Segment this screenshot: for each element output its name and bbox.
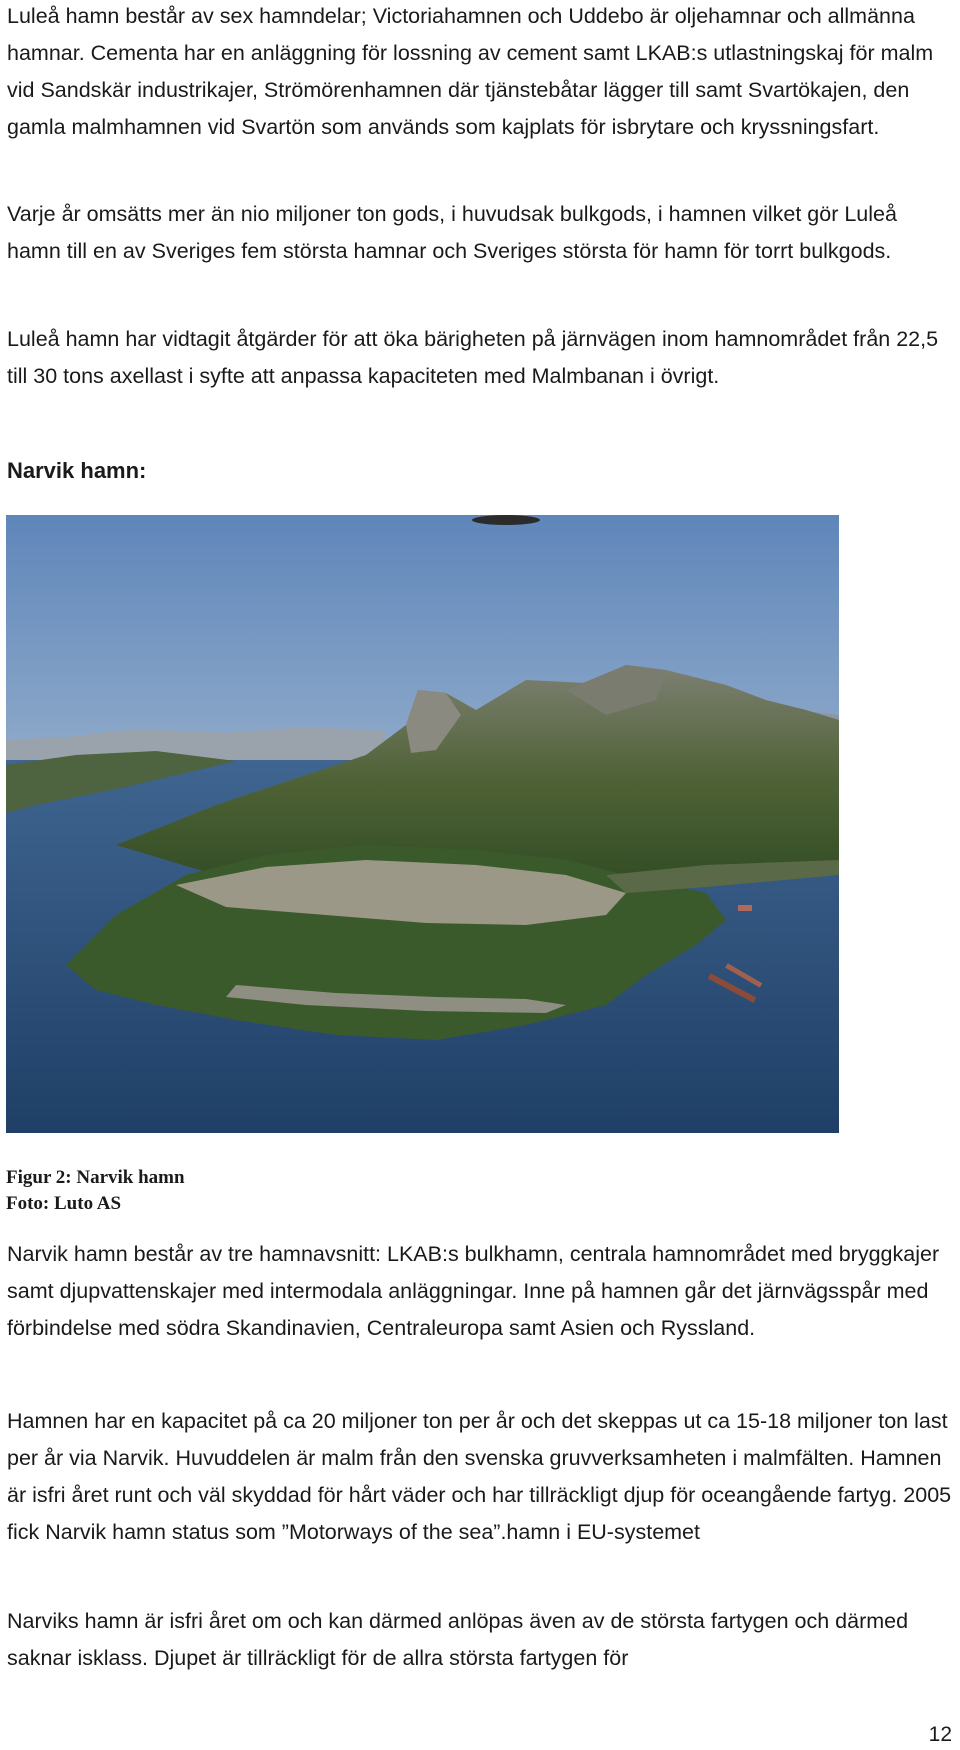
section-heading-narvik: Narvik hamn: (7, 458, 147, 483)
paragraph-narvik-sections: Narvik hamn består av tre hamnavsnitt: LKAB:s bulkhamn, centrala hamnområdet med bryggkajer samt djupvattenskajer med intermodala anläggningar. Inne på hamnen går det järnvägsspår med förbindelse med södra Skandinavien, Centraleuropa samt Asien och Ryssland. (7, 1242, 940, 1340)
paragraph-narvik-capacity: Hamnen har en kapacitet på ca 20 miljoner ton per år och det skeppas ut ca 15-18 miljoner ton last per år via Narvik. Huvuddelen är malm från den svenska gruvverksamheten i malmfälten. Hamnen är isfri året runt och väl skyddad för hårt väder och har tillräckligt djup för oceangående fartyg. 2005 fick Narvik hamn status som ”Motorways of the sea”.hamn i EU-systemet (7, 1409, 952, 1544)
narvik-harbour-photo (6, 515, 839, 1133)
paragraph-lulea-axle-load: Luleå hamn har vidtagit åtgärder för att öka bärigheten på järnvägen inom hamnområdet från 22,5 till 30 tons axellast i syfte att anpassa kapaciteten med Malmbanan i övrigt. (7, 327, 939, 388)
paragraph-lulea-volume: Varje år omsätts mer än nio miljoner ton gods, i huvudsak bulkgods, i hamnen vilket gör Luleå hamn till en av Sveriges fem största hamnar och Sveriges största för hamn för torrt bulkgods. (7, 202, 897, 263)
paragraph-lulea-intro: Luleå hamn består av sex hamndelar; Victoriahamnen och Uddebo är oljehamnar och allmänna hamnar. Cementa har en anläggning för lossning av cement samt LKAB:s utlastningskaj för malm vid Sandskär industrikajer, Strömörenhamnen där tjänstebåtar lägger till samt Svartökajen, den gamla malmhamnen vid Svartön som används som kajplats för isbrytare och kryssningsfart. (7, 4, 934, 139)
figure-credit: Foto: Luto AS (6, 1193, 122, 1214)
paragraph-narvik-ice-free: Narviks hamn är isfri året om och kan därmed anlöpas även av de största fartygen och därmed saknar isklass. Djupet är tillräckligt för de allra största fartygen för (7, 1609, 909, 1670)
figure-caption: Figur 2: Narvik hamn (6, 1167, 185, 1188)
page-number: 12 (928, 1723, 952, 1746)
